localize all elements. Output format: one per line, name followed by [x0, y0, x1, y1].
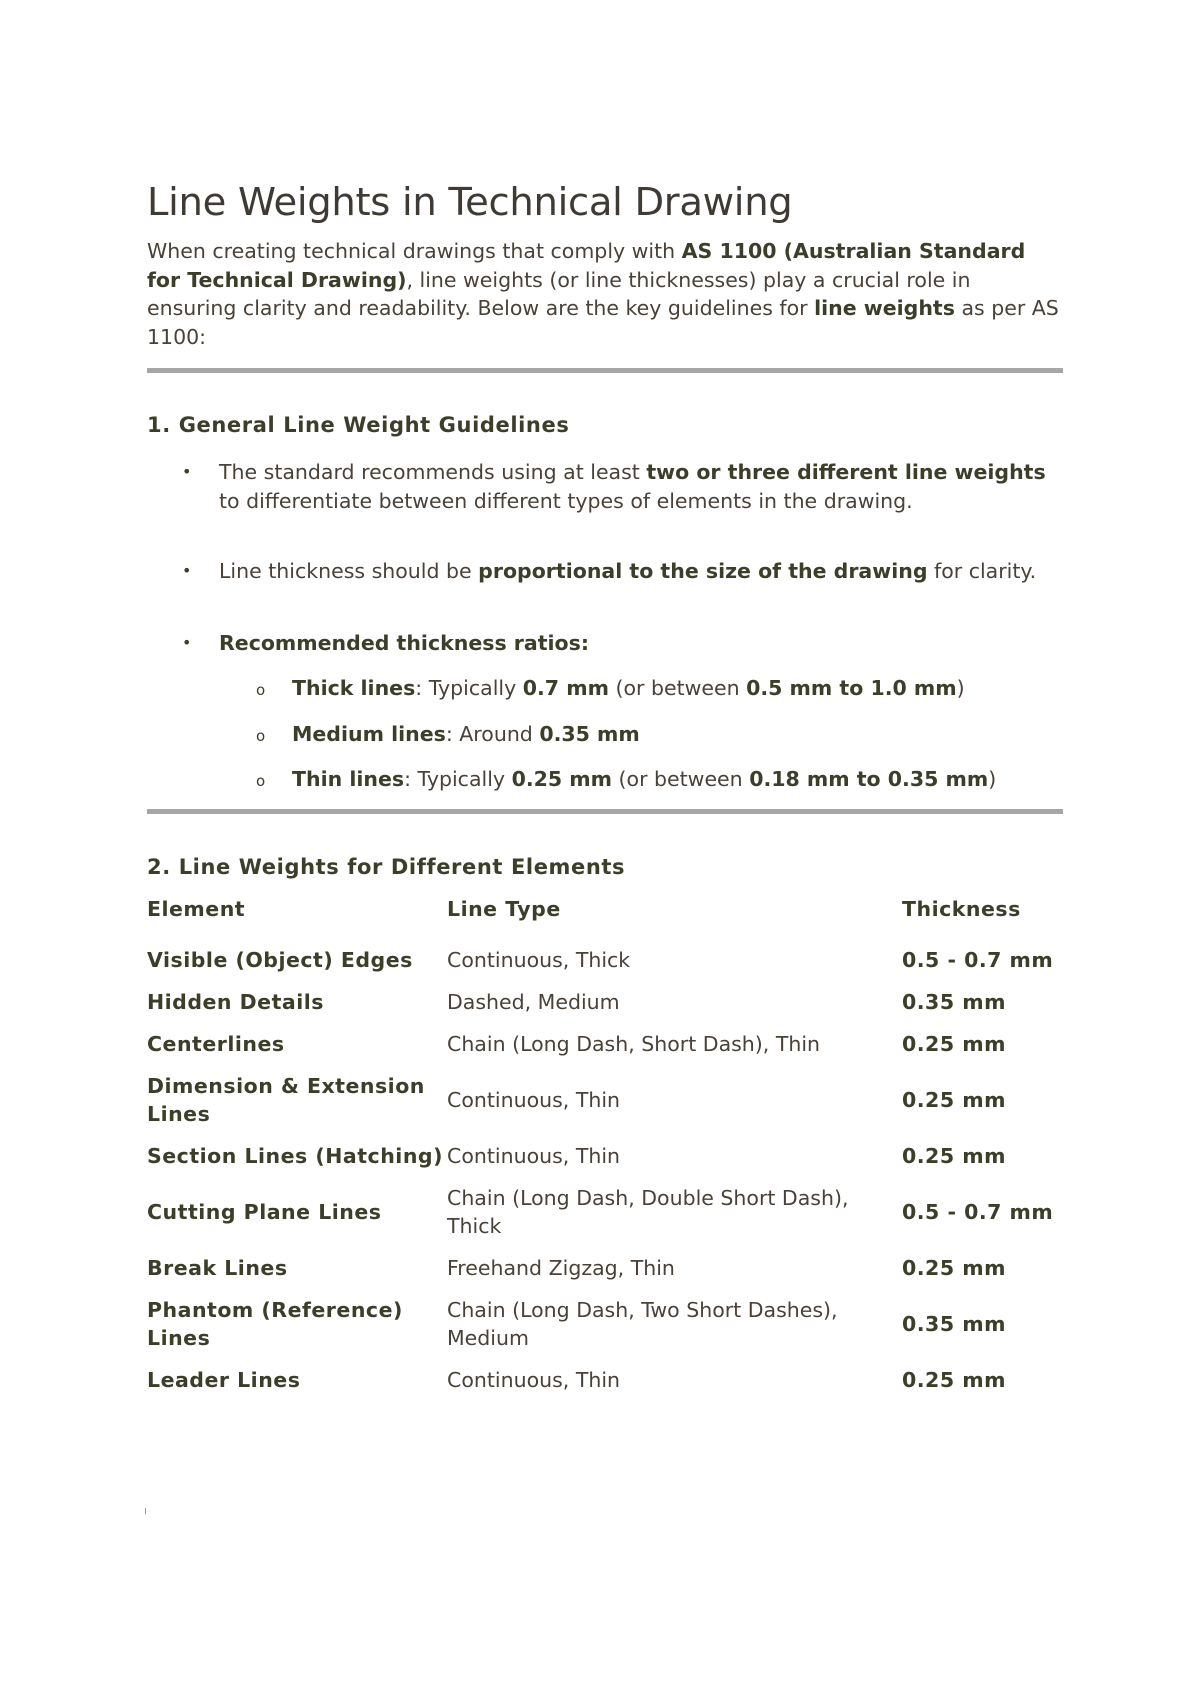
- column-header-element: Element: [147, 897, 246, 921]
- cell-line-type: Continuous, Thin: [447, 1368, 621, 1392]
- section-heading-elements: 2. Line Weights for Different Elements: [147, 855, 626, 879]
- cell-element: Break Lines: [147, 1256, 288, 1280]
- table-row: [147, 1247, 1062, 1289]
- table-header-row: [147, 895, 1062, 939]
- list-item-text: Line thickness should be: [219, 559, 479, 583]
- list-item-emphasis: Recommended thickness ratios:: [219, 631, 590, 655]
- list-item: [182, 458, 1059, 515]
- cell-line-type: Chain (Long Dash, Two Short Dashes), Medium: [447, 1298, 838, 1350]
- table-row: [147, 939, 1062, 981]
- ratio-text: ): [956, 676, 965, 700]
- bullet-icon: •: [182, 633, 192, 652]
- cell-thickness: 0.25 mm: [902, 1144, 1006, 1168]
- table-row: [147, 1135, 1062, 1177]
- cell-thickness: 0.5 - 0.7 mm: [902, 948, 1054, 972]
- cell-thickness: 0.25 mm: [902, 1088, 1006, 1112]
- ratio-text: ): [988, 767, 997, 791]
- table-row: [147, 1023, 1062, 1065]
- table-row: [147, 981, 1062, 1023]
- cell-element: Centerlines: [147, 1032, 285, 1056]
- cell-element: Leader Lines: [147, 1368, 301, 1392]
- cell-line-type: Dashed, Medium: [447, 990, 620, 1014]
- sub-bullet-icon: o: [256, 681, 266, 699]
- ratio-text: : Typically: [404, 767, 512, 791]
- cell-thickness: 0.5 - 0.7 mm: [902, 1200, 1054, 1224]
- intro-paragraph: [147, 237, 1063, 351]
- intro-standard-name: AS 1100 (Australian Standard for Technical Drawing): [147, 239, 1026, 292]
- list-item-text: for clarity.: [927, 559, 1037, 583]
- list-item-text: to differentiate between different types of elements in the drawing.: [219, 488, 913, 513]
- cell-element: Phantom (Reference) Lines: [147, 1298, 403, 1350]
- horizontal-divider: [147, 368, 1063, 373]
- cell-thickness: 0.35 mm: [902, 990, 1006, 1014]
- ratio-item-medium: [256, 720, 1072, 749]
- list-item-text: The standard recommends using at least: [219, 460, 647, 484]
- cell-line-type: Chain (Long Dash, Double Short Dash), Thick: [447, 1186, 849, 1238]
- table-row: [147, 1177, 1062, 1247]
- sub-bullet-icon: o: [256, 727, 266, 745]
- line-weights-table: [147, 895, 1062, 1401]
- cell-element: Cutting Plane Lines: [147, 1200, 382, 1224]
- table-row: [147, 1359, 1062, 1401]
- column-header-line-type: Line Type: [447, 897, 561, 921]
- cell-line-type: Continuous, Thin: [447, 1144, 621, 1168]
- ratio-item-thick: [256, 674, 1072, 703]
- horizontal-divider: [147, 809, 1063, 814]
- text-cursor-mark: [145, 1508, 146, 1514]
- ratio-value: 0.35 mm: [539, 722, 640, 746]
- page-title: Line Weights in Technical Drawing: [147, 180, 793, 225]
- list-item-emphasis: proportional to the size of the drawing: [478, 559, 928, 583]
- cell-line-type: Continuous, Thin: [447, 1088, 621, 1112]
- ratio-text: (or between: [612, 767, 750, 791]
- bullet-icon: •: [182, 561, 192, 580]
- ratio-text: : Around: [445, 722, 540, 746]
- cell-element: Hidden Details: [147, 990, 324, 1014]
- table-row: [147, 1065, 1062, 1135]
- cell-thickness: 0.25 mm: [902, 1032, 1006, 1056]
- ratio-value: 0.7 mm: [522, 676, 609, 700]
- cell-element: Dimension & Extension Lines: [147, 1074, 425, 1126]
- section-heading-general: 1. General Line Weight Guidelines: [147, 413, 570, 437]
- ratio-item-thin: [256, 765, 1072, 794]
- cell-thickness: 0.35 mm: [902, 1312, 1006, 1336]
- ratio-label: Thick lines: [292, 676, 416, 700]
- ratio-label: Thin lines: [292, 767, 405, 791]
- intro-text: When creating technical drawings that comply with: [147, 239, 682, 263]
- ratio-text: : Typically: [415, 676, 523, 700]
- table-row: [147, 1289, 1062, 1359]
- cell-element: Section Lines (Hatching): [147, 1144, 443, 1168]
- list-item-emphasis: two or three different line weights: [646, 460, 1046, 484]
- column-header-thickness: Thickness: [902, 897, 1021, 921]
- list-item: [182, 629, 1059, 658]
- sub-bullet-icon: o: [256, 772, 266, 790]
- ratio-value: 0.25 mm: [511, 767, 613, 791]
- cell-thickness: 0.25 mm: [902, 1256, 1006, 1280]
- ratio-range: 0.5 mm to 1.0 mm: [746, 676, 957, 700]
- cell-thickness: 0.25 mm: [902, 1368, 1006, 1392]
- intro-text: , line weights (or line thicknesses) play a crucial role in ensuring clarity and readability. Below are the key guidelines for: [147, 267, 971, 320]
- ratio-text: (or between: [608, 676, 747, 700]
- intro-emphasis: line weights: [814, 296, 955, 320]
- cell-line-type: Chain (Long Dash, Short Dash), Thin: [447, 1032, 821, 1056]
- bullet-icon: •: [182, 462, 192, 481]
- list-item: [182, 557, 1059, 586]
- cell-line-type: Freehand Zigzag, Thin: [447, 1256, 675, 1280]
- ratio-label: Medium lines: [292, 722, 446, 746]
- cell-element: Visible (Object) Edges: [147, 948, 413, 972]
- intro-text: as per AS 1100:: [147, 296, 1059, 349]
- cell-line-type: Continuous, Thick: [447, 948, 631, 972]
- ratio-range: 0.18 mm to 0.35 mm: [749, 767, 989, 791]
